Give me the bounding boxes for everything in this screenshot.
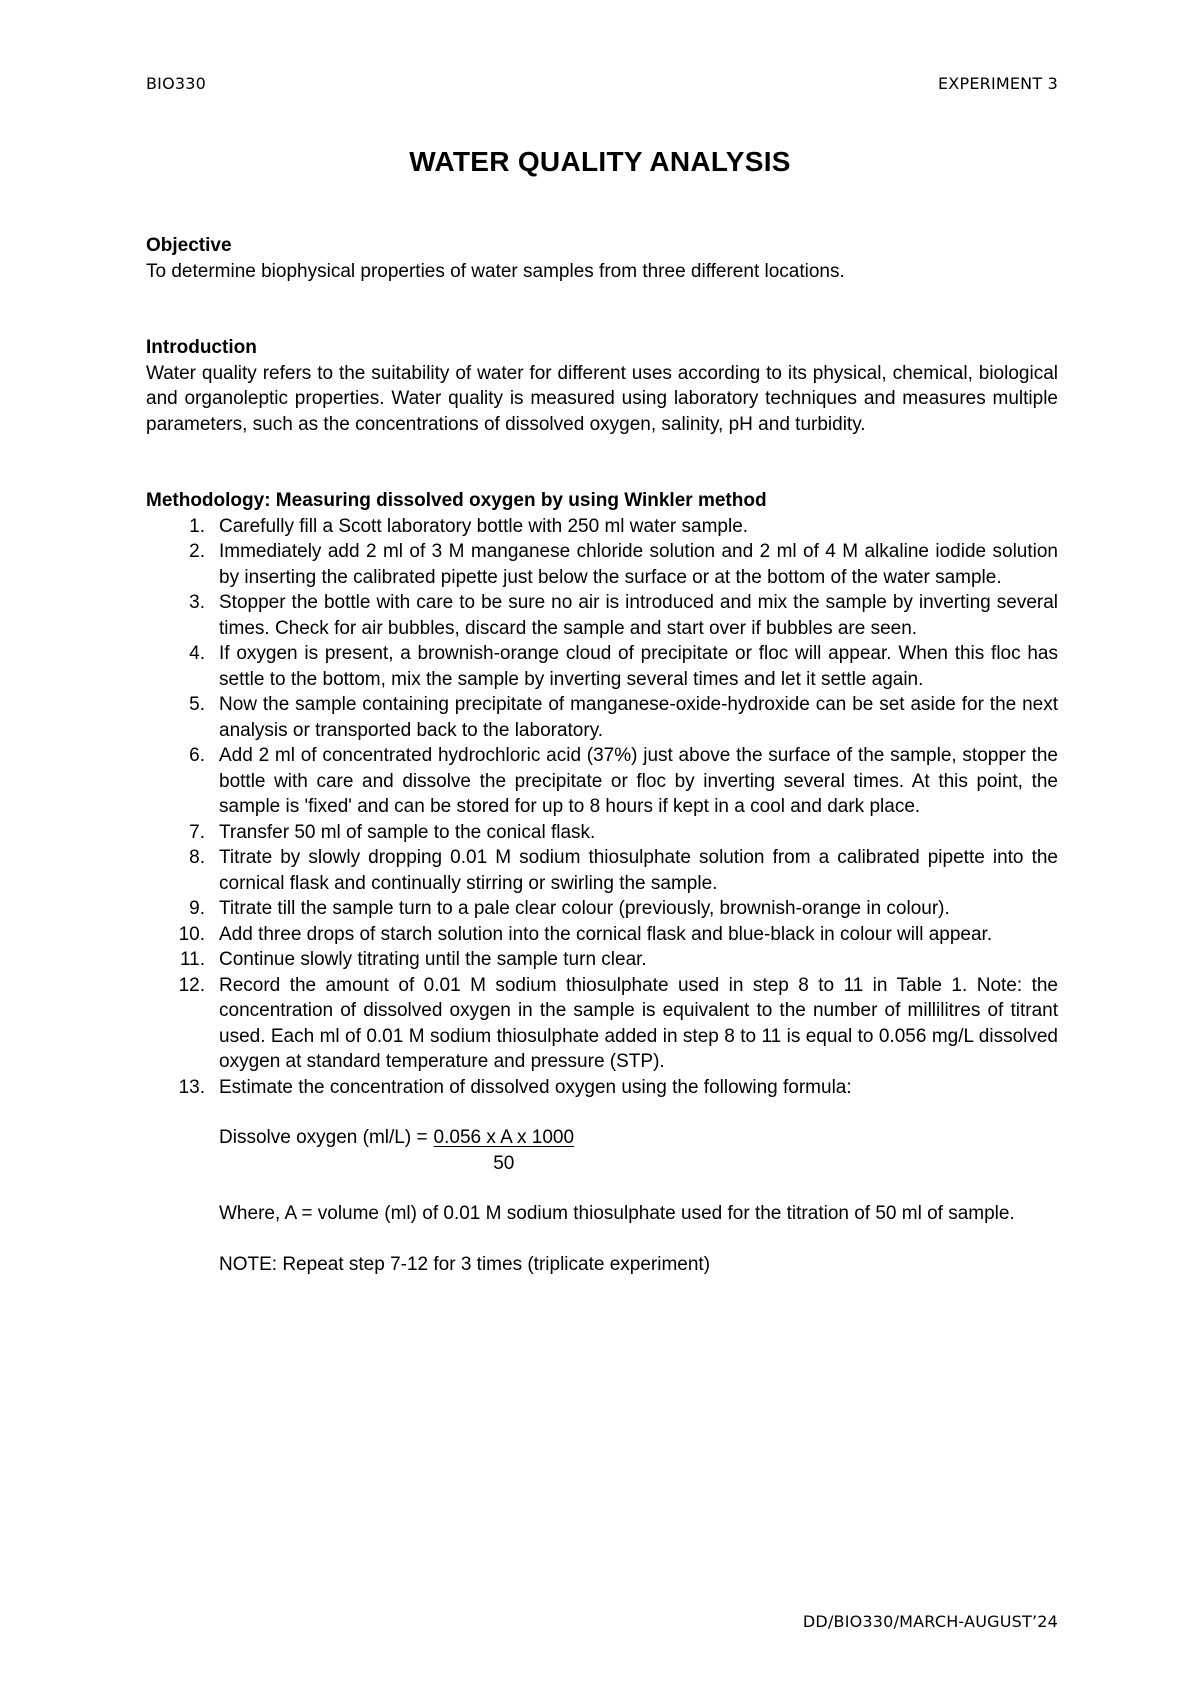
step-text: Estimate the concentration of dissolved oxygen using the following formula: bbox=[219, 1076, 852, 1098]
step-text: Titrate till the sample turn to a pale clear colour (previously, brownish-orange in colour). bbox=[219, 898, 950, 919]
step-text: Immediately add 2 ml of 3 M manganese chloride solution and 2 ml of 4 M alkaline iodide solution by inserting the calibrated pipette just below the surface or at the bottom of the water sample. bbox=[219, 541, 1058, 588]
formula-denominator: 50 bbox=[493, 1152, 515, 1174]
formula-fraction bbox=[434, 1125, 575, 1176]
formula-lhs: Dissolve oxygen (ml/L) = bbox=[219, 1127, 428, 1148]
step-number: 10. bbox=[178, 923, 205, 945]
step-number: 3. bbox=[189, 592, 205, 613]
step-text: Add three drops of starch solution into the cornical flask and blue-black in colour will appear. bbox=[219, 923, 993, 945]
step-number: 4. bbox=[189, 643, 205, 664]
footer-code: DD/BIO330/MARCH-AUGUST’24 bbox=[802, 1612, 1058, 1631]
document-body bbox=[146, 233, 1058, 1277]
step-text: If oxygen is present, a brownish-orange cloud of precipitate or floc will appear. When this floc has settle to the bottom, mix the sample by inverting several times and let it settle again. bbox=[219, 643, 1058, 690]
step-text: Add 2 ml of concentrated hydrochloric acid (37%) just above the surface of the sample, stopper the bottle with care and dissolve the precipitate or floc by inverting several times. At this point, the sample is 'fixed' and can be stored for up to 8 hours if kept in a cool and dark place. bbox=[219, 745, 1058, 817]
list-item bbox=[146, 539, 1058, 590]
list-item bbox=[146, 1075, 1058, 1101]
step-number: 1. bbox=[189, 515, 205, 537]
objective-section bbox=[146, 233, 1058, 284]
formula-where-text: Where, A = volume (ml) of 0.01 M sodium thiosulphate used for the titration of 50 ml of sample. bbox=[219, 1203, 1015, 1224]
introduction-text: Water quality refers to the suitability of water for different uses according to its physical, chemical, biological and organoleptic properties. Water quality is measured using laboratory techniques and measures multiple parameters, such as the concentrations of dissolved oxygen, salinity, pH and turbidity. bbox=[146, 362, 1058, 435]
step-number: 12. bbox=[178, 974, 205, 996]
methodology-section bbox=[146, 488, 1058, 1277]
document-title: WATER QUALITY ANALYSIS bbox=[409, 146, 791, 177]
step-text: Titrate by slowly dropping 0.01 M sodium thiosulphate solution from a calibrated pipette into the cornical flask and continually stirring or swirling the sample. bbox=[219, 847, 1058, 894]
formula-numerator: 0.056 x A x 1000 bbox=[433, 1127, 575, 1148]
list-item bbox=[146, 896, 1058, 922]
introduction-section bbox=[146, 335, 1058, 437]
methodology-steps-list bbox=[146, 514, 1058, 1101]
methodology-heading: Methodology: Measuring dissolved oxygen by using Winkler method bbox=[146, 490, 767, 511]
step-text: Record the amount of 0.01 M sodium thiosulphate used in step 8 to 11 in Table 1. Note: the concentration of dissolved oxygen in the sample is equivalent to the number of millilitres of titrant used. Each ml of 0.01 M sodium thiosulphate added in step 8 to 11 is equal to 0.056 mg/L dissolved oxygen at standard temperature and pressure (STP). bbox=[219, 974, 1058, 1072]
list-item bbox=[146, 947, 1058, 973]
step-number: 11. bbox=[179, 949, 205, 970]
step-number: 13. bbox=[178, 1076, 205, 1098]
formula-block bbox=[146, 1125, 1058, 1277]
list-item bbox=[146, 820, 1058, 846]
step-text: Carefully fill a Scott laboratory bottle with 250 ml water sample. bbox=[219, 515, 749, 537]
step-number: 6. bbox=[189, 745, 205, 766]
step-text: Transfer 50 ml of sample to the conical flask. bbox=[219, 821, 596, 843]
step-text: Continue slowly titrating until the sample turn clear. bbox=[219, 949, 647, 970]
list-item bbox=[146, 590, 1058, 641]
list-item bbox=[146, 743, 1058, 820]
repeat-note: NOTE: Repeat step 7-12 for 3 times (triplicate experiment) bbox=[219, 1253, 711, 1275]
list-item bbox=[146, 845, 1058, 896]
step-number: 8. bbox=[189, 847, 205, 868]
step-text: Now the sample containing precipitate of manganese-oxide-hydroxide can be set aside for the next analysis or transported back to the laboratory. bbox=[219, 694, 1058, 741]
objective-heading: Objective bbox=[146, 235, 232, 256]
list-item bbox=[146, 641, 1058, 692]
list-item bbox=[146, 692, 1058, 743]
step-number: 9. bbox=[189, 898, 205, 919]
objective-text: To determine biophysical properties of water samples from three different locations. bbox=[146, 260, 845, 282]
step-number: 7. bbox=[189, 821, 205, 843]
list-item bbox=[146, 922, 1058, 948]
step-text: Stopper the bottle with care to be sure no air is introduced and mix the sample by inverting several times. Check for air bubbles, discard the sample and start over if bubbles are seen. bbox=[219, 592, 1058, 639]
dissolved-oxygen-formula bbox=[219, 1125, 1058, 1176]
list-item bbox=[146, 973, 1058, 1075]
step-number: 2. bbox=[189, 541, 205, 562]
introduction-heading: Introduction bbox=[146, 337, 257, 358]
list-item bbox=[146, 514, 1058, 540]
header-experiment: EXPERIMENT 3 bbox=[938, 74, 1058, 93]
step-number: 5. bbox=[189, 694, 205, 715]
header-course-code: BIO330 bbox=[146, 74, 207, 93]
